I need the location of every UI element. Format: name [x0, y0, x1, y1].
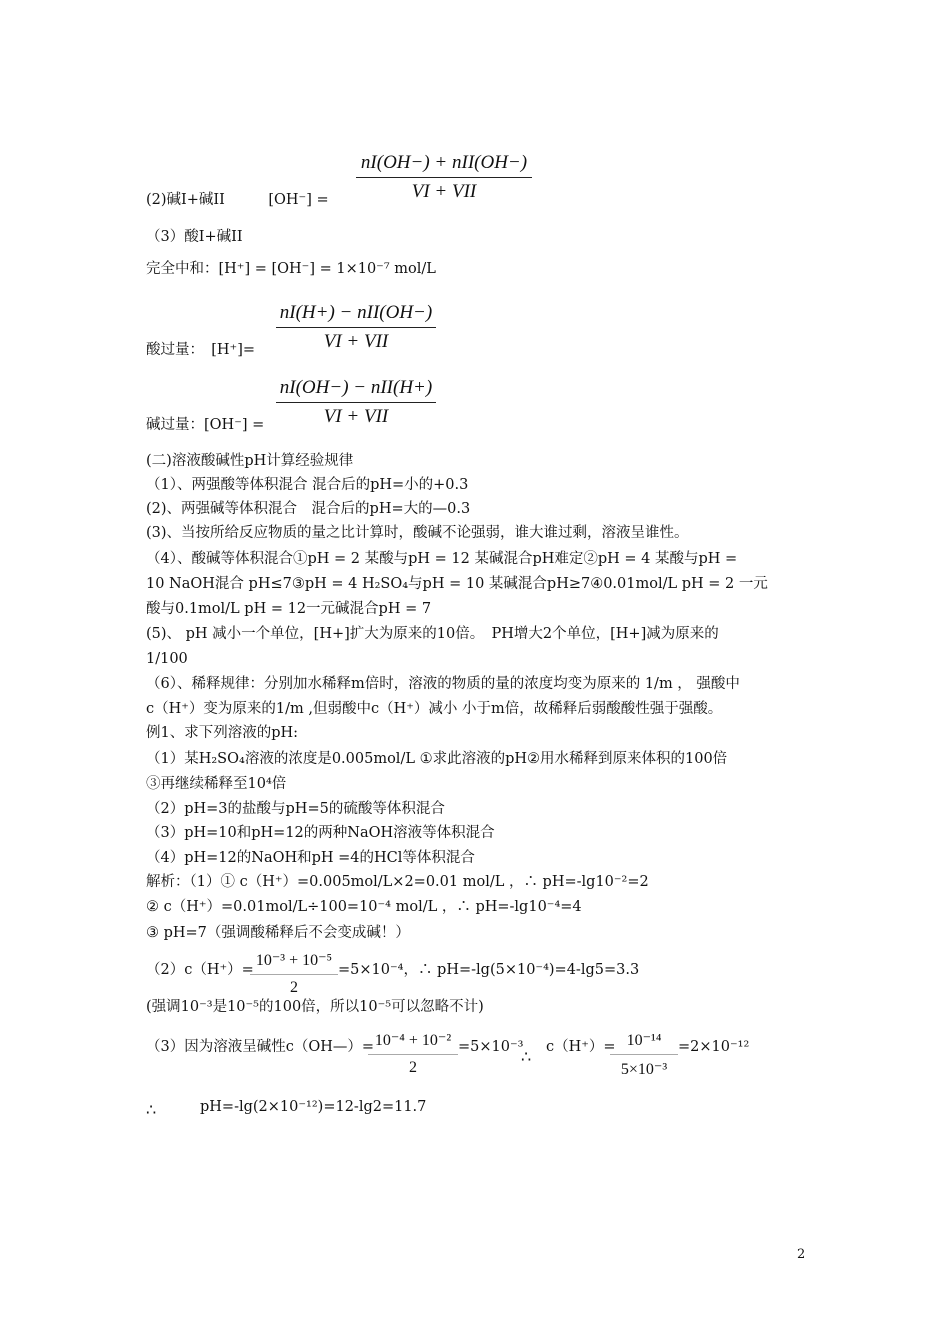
text-line: 完全中和：[H⁺] = [OH⁻] = 1×10⁻⁷ mol/L [146, 261, 436, 277]
text-line: （2）c（H⁺）= [146, 962, 254, 978]
text-line: 碱过量：[OH⁻] = [146, 417, 265, 433]
text-line: ② c（H⁺）=0.01mol/L÷100=10⁻⁴ mol/L ，∴ pH=-lg10⁻⁴=4 [146, 899, 582, 915]
text-line: (2)碱Ⅰ+碱ⅠⅠ [OH⁻] = [146, 192, 329, 208]
fraction-bar [276, 402, 436, 403]
fraction-numerator: 10⁻¹⁴ [626, 1032, 662, 1049]
fraction-denominator: 2 [290, 979, 298, 996]
fraction-denominator: VI + VII [411, 181, 477, 202]
fraction-denominator: VI + VII [323, 331, 389, 352]
fraction-h-alkaline [610, 1030, 678, 1079]
fraction-numerator: 10⁻³ + 10⁻⁵ [255, 952, 333, 969]
text-line: (2)、两强碱等体积混合 混合后的pH=大的—0.3 [146, 501, 471, 517]
fraction-denominator: VI + VII [323, 406, 389, 427]
fraction-bar [368, 1054, 458, 1055]
text-line: ③再继续稀释至10⁴倍 [146, 776, 287, 792]
fraction-numerator: nI(OH−) + nII(OH−) [360, 152, 528, 173]
text-line: （2）pH=3的盐酸与pH=5的硫酸等体积混合 [146, 801, 445, 817]
section-heading: (二)溶液酸碱性pH计算经验规律 [146, 453, 354, 469]
text-line: （6）、稀释规律：分别加水稀释m倍时，溶液的物质的量的浓度均变为原来的 1/m ， 强酸中 [146, 676, 740, 692]
fraction-bar [356, 177, 532, 178]
text-line: 10 NaOH混合 pH≤7③pH = 4 H₂SO₄与pH = 10 某碱混合pH≥7④0.01mol/L pH = 2 一元 [146, 576, 768, 592]
text-line: 解析：（1）① c（H⁺）=0.005mol/L×2=0.01 mol/L ，∴ pH=-lg10⁻²=2 [146, 874, 649, 890]
page-number: 2 [797, 1247, 806, 1262]
text-line: （3）酸Ⅰ+碱ⅠⅠ [146, 229, 243, 245]
fraction-oh-alkaline [368, 1030, 458, 1077]
text-line: =5×10⁻⁴，∴ pH=-lg(5×10⁻⁴)=4-lg5=3.3 [338, 962, 640, 978]
fraction-numerator: 10⁻⁴ + 10⁻² [374, 1032, 452, 1049]
fraction-h-mix [250, 950, 338, 997]
text-line: （4）pH=12的NaOH和pH =4的HCl等体积混合 [146, 850, 475, 866]
fraction-acid-excess [276, 302, 436, 353]
text-line: (5)、 pH 减小一个单位，[H+]扩大为原来的10倍。 PH增大2个单位，[H+]减为原来的 [146, 626, 719, 642]
fraction-base-excess [276, 377, 436, 428]
text-line: c（H⁺）变为原来的1/m ,但弱酸中c（H⁺）减小 小于m倍，故稀释后弱酸酸性强于强酸。 [146, 701, 723, 717]
text-line: c（H⁺）= [546, 1039, 616, 1055]
fraction-numerator: nI(OH−) − nII(H+) [279, 377, 433, 398]
text-line: （3）pH=10和pH=12的两种NaOH溶液等体积混合 [146, 825, 495, 841]
text-line: 酸与0.1mol/L pH = 12一元碱混合pH = 7 [146, 601, 432, 617]
text-line: =5×10⁻³ [458, 1039, 524, 1055]
text-line: (强调10⁻³是10⁻⁵的100倍，所以10⁻⁵可以忽略不计) [146, 999, 484, 1015]
text-line: ③ pH=7（强调酸稀释后不会变成碱！） [146, 925, 410, 941]
fraction-denominator: 2 [409, 1059, 417, 1076]
fraction-bar [276, 327, 436, 328]
text-line: （4）、酸碱等体积混合①pH = 2 某酸与pH = 12 某碱混合pH难定②pH = 4 某酸与pH = [146, 551, 738, 567]
text-line: 酸过量： [H⁺]= [146, 342, 256, 358]
text-line: pH=-lg(2×10⁻¹²)=12-lg2=11.7 [200, 1099, 427, 1115]
therefore-symbol: ∴ [521, 1047, 533, 1066]
fraction-oh-mix [356, 152, 532, 203]
text-line: =2×10⁻¹² [678, 1039, 750, 1055]
text-line: 1/100 [146, 651, 188, 667]
fraction-bar [250, 974, 338, 975]
example-heading: 例1、求下列溶液的pH: [146, 725, 299, 741]
text-line: （3）因为溶液呈碱性c（OH—）= [146, 1039, 375, 1055]
fraction-bar [610, 1054, 678, 1055]
text-line: (3)、当按所给反应物质的量之比计算时，酸碱不论强弱，谁大谁过剩，溶液呈谁性。 [146, 525, 689, 541]
text-line: （1）某H₂SO₄溶液的浓度是0.005mol/L ①求此溶液的pH②用水稀释到原来体积的100倍 [146, 751, 728, 767]
therefore-symbol: ∴ [146, 1100, 158, 1119]
text-line: （1）、两强酸等体积混合 混合后的pH=小的+0.3 [146, 477, 469, 493]
fraction-numerator: nI(H+) − nII(OH−) [279, 302, 433, 323]
fraction-denominator: 5×10⁻³ [620, 1061, 668, 1078]
